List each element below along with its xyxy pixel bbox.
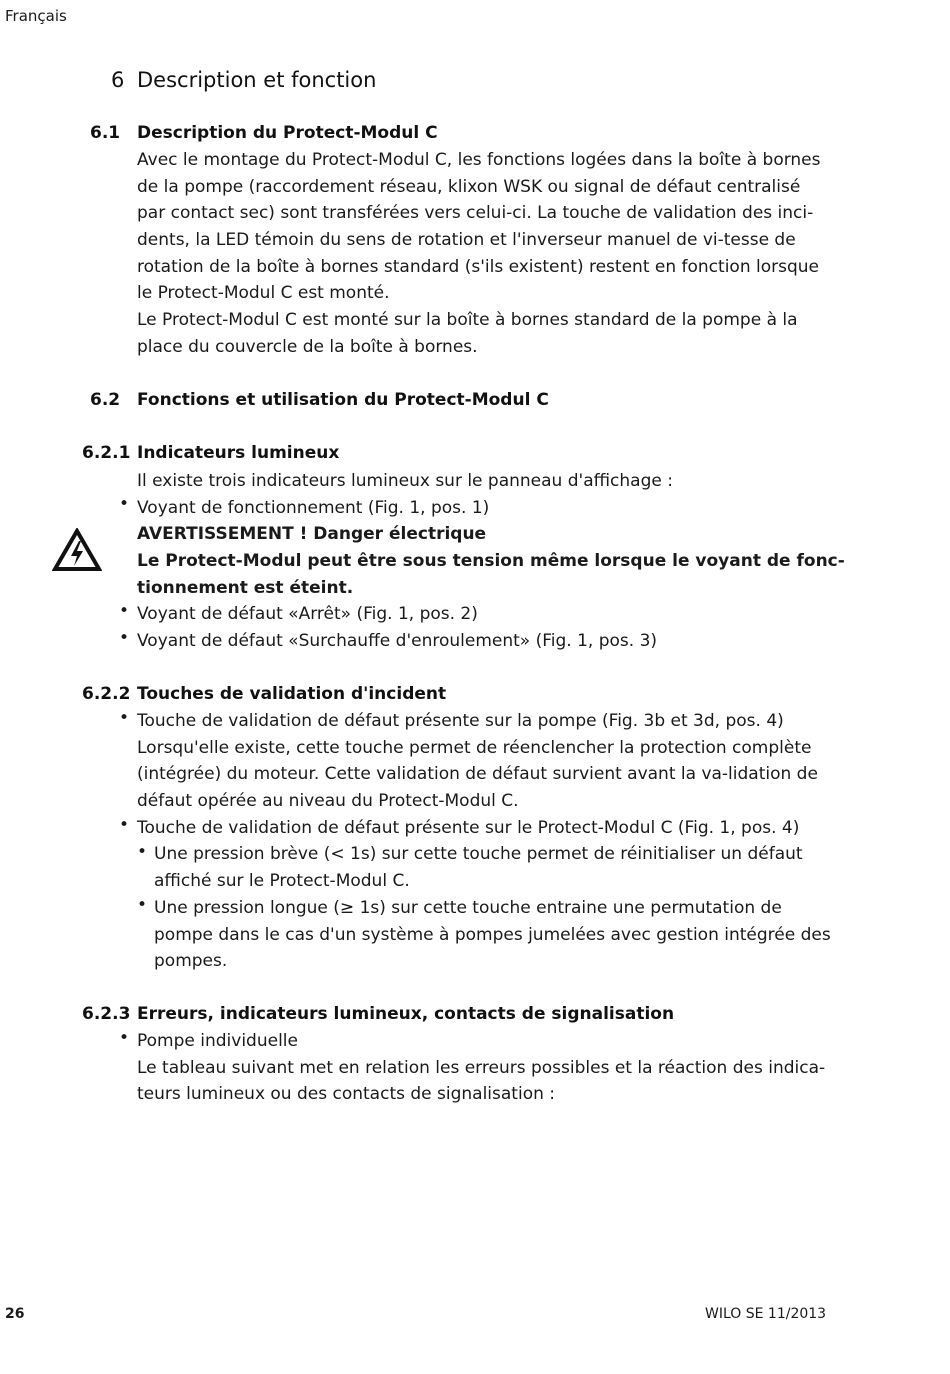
section-6-2-3-body — [137, 1028, 837, 1108]
sub-list-item: Une pression brève (< 1s) sur cette touche permet de réinitialiser un défaut — [154, 844, 803, 865]
sub-list-item: Une pression longue (≥ 1s) sur cette touche entraine une permutation de — [154, 897, 782, 918]
warning-title: AVERTISSEMENT ! Danger électrique — [137, 524, 487, 545]
list-item: Pompe individuelle — [137, 1031, 298, 1051]
list-item: Touche de validation de défaut présente sur la pompe (Fig. 3b et 3d, pos. 4) — [137, 711, 784, 731]
section-number: 6.2.1 — [82, 443, 131, 463]
paragraph-line: dents, la LED témoin du sens de rotation et l'inverseur manuel de vi-tesse de — [137, 230, 796, 251]
bullet-marker: • — [137, 895, 148, 915]
paragraph-line: Lorsqu'elle existe, cette touche permet de réenclencher la protection complète — [137, 737, 812, 758]
warning-text: tionnement est éteint. — [137, 577, 354, 598]
bullet-marker: • — [119, 815, 130, 835]
section-title: Fonctions et utilisation du Protect-Modul C — [137, 390, 549, 410]
bullet-marker: • — [119, 628, 130, 648]
list-item: Voyant de défaut «Arrêt» (Fig. 1, pos. 2) — [137, 604, 478, 625]
bullet-marker: • — [137, 842, 148, 862]
section-number: 6.1 — [90, 123, 121, 143]
paragraph-line: (intégrée) du moteur. Cette validation de défaut survient avant la va-lidation de — [137, 764, 818, 785]
page-number: 26 — [5, 1306, 25, 1322]
intro-text: Il existe trois indicateurs lumineux sur le panneau d'affichage : — [137, 471, 673, 491]
bullet-marker: • — [119, 708, 130, 728]
electric-hazard-icon — [52, 528, 102, 572]
paragraph-line: rotation de la boîte à bornes standard (s'ils existent) restent en fonction lorsque — [137, 256, 819, 277]
section-number: 6.2 — [90, 390, 121, 410]
paragraph-line: Le tableau suivant met en relation les erreurs possibles et la réaction des indica- — [137, 1057, 826, 1078]
section-6-1-body — [137, 147, 837, 361]
paragraph-line: le Protect-Modul C est monté. — [137, 283, 390, 304]
section-6-2-2-body — [137, 708, 837, 975]
section-title: Description du Protect-Modul C — [137, 123, 438, 143]
sub-list-item: pompe dans le cas d'un système à pompes jumelées avec gestion intégrée des — [154, 924, 831, 945]
section-title: Indicateurs lumineux — [137, 443, 340, 463]
list-item: Voyant de fonctionnement (Fig. 1, pos. 1) — [137, 497, 490, 518]
paragraph-line: par contact sec) sont transférées vers celui-ci. La touche de validation des inci- — [137, 203, 814, 224]
bullet-marker: • — [119, 601, 130, 621]
paragraph-line: teurs lumineux ou des contacts de signalisation : — [137, 1084, 556, 1105]
list-item: Voyant de défaut «Surchauffe d'enroulement» (Fig. 1, pos. 3) — [137, 631, 658, 652]
language-label: Français — [5, 7, 67, 25]
section-6-2-1-body — [137, 468, 845, 655]
paragraph-line: Le Protect-Modul C est monté sur la boîte à bornes standard de la pompe à la — [137, 310, 798, 331]
sub-list-item: affiché sur le Protect-Modul C. — [154, 871, 410, 892]
paragraph-line: de la pompe (raccordement réseau, klixon WSK ou signal de défaut centralisé — [137, 176, 801, 197]
sub-list-item: pompes. — [154, 951, 228, 972]
section-number: 6.2.3 — [82, 1004, 131, 1024]
bullet-marker: • — [119, 1028, 130, 1048]
warning-text: Le Protect-Modul peut être sous tension même lorsque le voyant de fonc- — [137, 551, 845, 572]
paragraph-line: place du couvercle de la boîte à bornes. — [137, 336, 478, 357]
publisher-label: WILO SE 11/2013 — [705, 1306, 827, 1322]
section-title: Touches de validation d'incident — [137, 684, 447, 704]
list-item: Touche de validation de défaut présente sur le Protect-Modul C (Fig. 1, pos. 4) — [137, 817, 800, 838]
paragraph-line: Avec le montage du Protect-Modul C, les fonctions logées dans la boîte à bornes — [137, 150, 821, 170]
bullet-marker: • — [119, 494, 130, 514]
chapter-number: 6 — [111, 68, 125, 92]
section-number: 6.2.2 — [82, 684, 131, 704]
section-title: Erreurs, indicateurs lumineux, contacts de signalisation — [137, 1004, 675, 1024]
chapter-title: Description et fonction — [137, 68, 377, 92]
paragraph-line: défaut opérée au niveau du Protect-Modul C. — [137, 791, 519, 812]
